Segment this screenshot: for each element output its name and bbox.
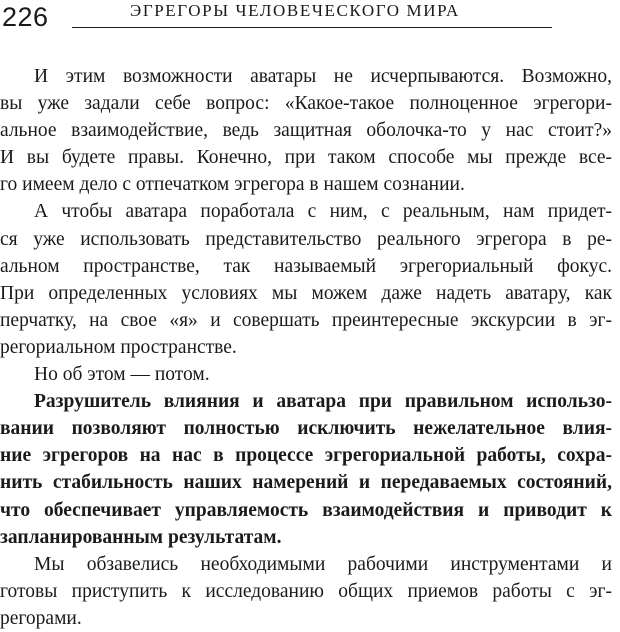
body-text [0, 63, 612, 632]
text-line: вы уже задали себе вопрос: «Какое-такое полноценное эгрегори- [0, 93, 612, 115]
running-head: ЭГРЕГОРЫ ЧЕЛОВЕЧЕСКОГО МИРА [130, 1, 460, 20]
text-line: Мы обзавелись необходимыми рабочими инструментами и [34, 553, 612, 575]
paragraph-4-bold [0, 388, 612, 551]
text-line: Разрушитель влияния и аватара при правильном использо- [34, 391, 612, 413]
paragraph-5 [0, 551, 612, 632]
text-line: При определенных условиях мы можем даже надеть аватару, как [0, 282, 612, 304]
paragraph-1 [0, 63, 612, 198]
text-line: И этим возможности аватары не исчерпываются. Возможно, [34, 66, 612, 87]
text-line: готовы приступить к исследованию общих приемов работы с эг- [0, 580, 612, 602]
text-line: альное взаимодействие, ведь защитная оболочка-то у нас стоит?» [0, 120, 612, 142]
text-line: запланированным результатам. [0, 526, 282, 548]
text-line: альном пространстве, так называемый эгрегориальный фокус. [0, 255, 612, 277]
paragraph-2 [0, 198, 612, 361]
text-line: регорами. [0, 607, 82, 629]
text-line: И вы будете правы. Конечно, при таком способе мы прежде все- [0, 147, 612, 169]
text-line: перчатку, на свое «я» и совершать преинтересные экскурсии в эг- [0, 309, 612, 331]
text-line: вании позволяют полностью исключить нежелательное влия- [0, 418, 612, 440]
paragraph-3 [0, 361, 612, 388]
text-line: что обеспечивает управляемость взаимодействия и приводит к [0, 499, 612, 521]
page-number: 226 [2, 2, 49, 32]
text-line: А чтобы аватара поработала с ним, с реальным, нам придет- [34, 201, 612, 223]
text-line: ние эгрегоров на нас в процессе эгрегориальной работы, сохра- [0, 445, 612, 467]
header-rule [72, 27, 552, 28]
text-line: го имеем дело с отпечатком эгрегора в нашем сознании. [0, 174, 465, 196]
text-line: регориальном пространстве. [0, 336, 237, 358]
text-line: Но об этом — потом. [34, 364, 210, 386]
text-line: нить стабильность наших намерений и передаваемых состояний, [0, 472, 612, 494]
text-line: ся уже использовать представительство реального эгрегора в ре- [0, 228, 612, 250]
